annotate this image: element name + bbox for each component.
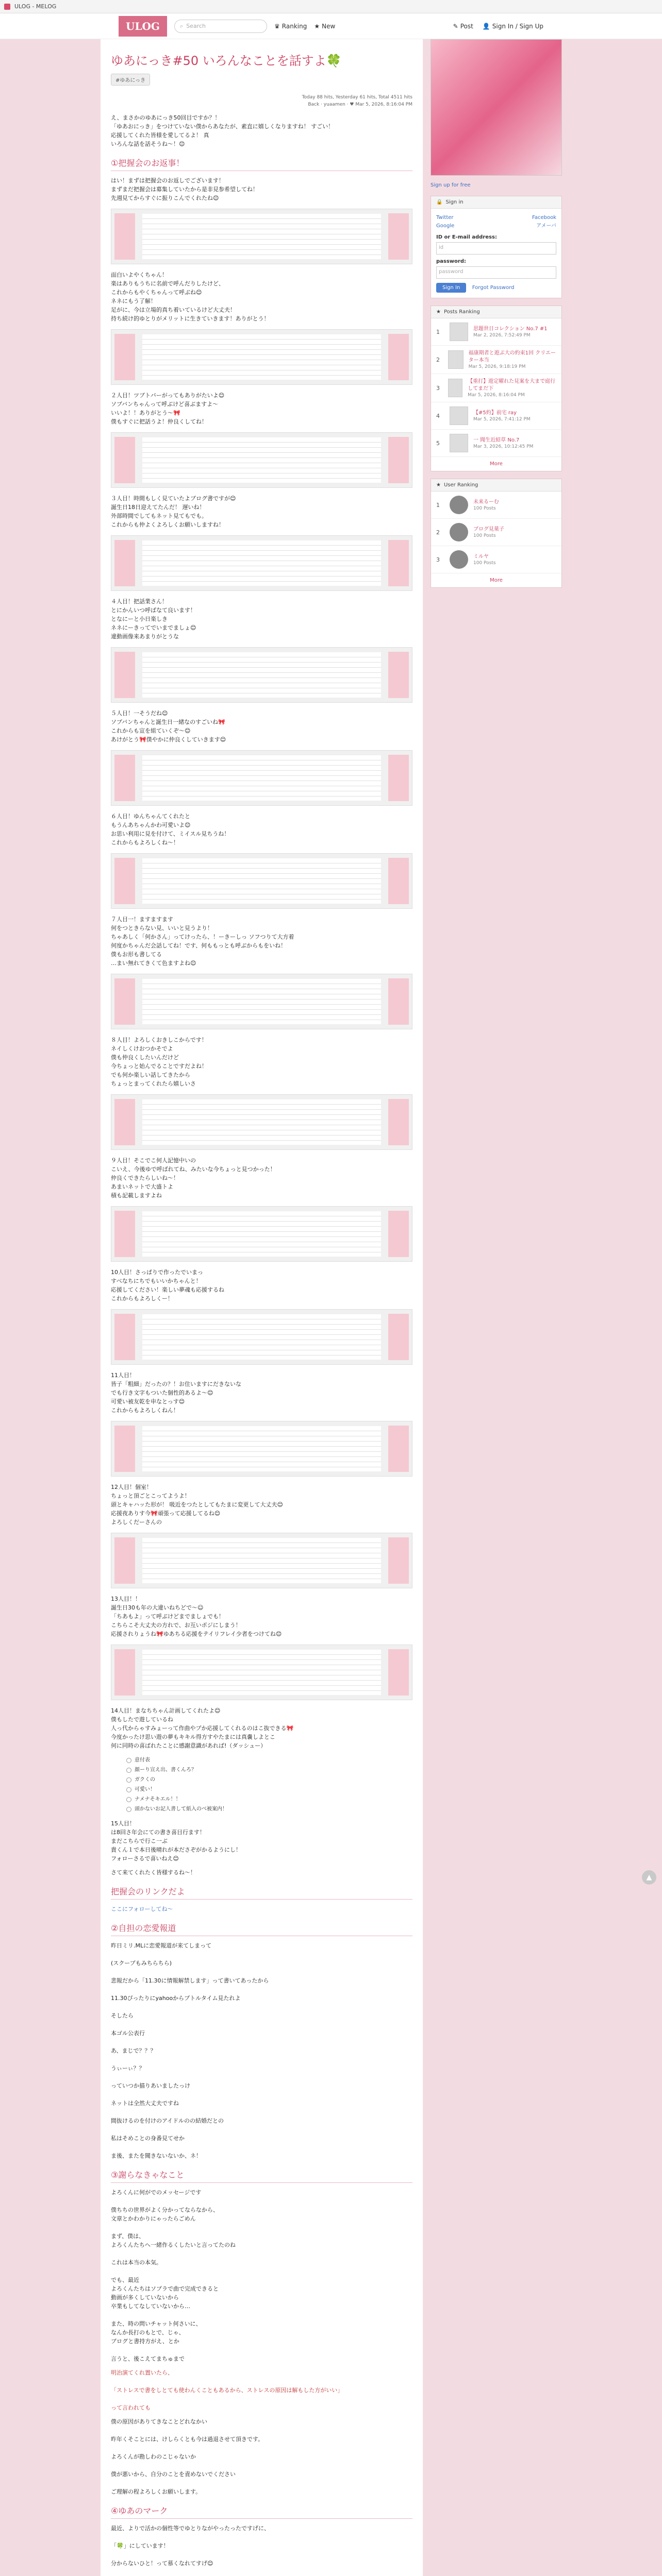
quote-text: 明治演てくれ置いたら、 「ストレスで書をしとても使わんくこともあるから、ストレスの原因は解もした方がいい」 って言われても — [111, 2369, 343, 2411]
avatar — [450, 550, 468, 569]
ranking-item[interactable]: 5 一 聞生近紹草 No.7 Mar 3, 2026, 10:12:45 PM — [431, 430, 561, 457]
screenshot-image — [111, 1206, 412, 1262]
sidebar — [431, 39, 562, 595]
intro-text: え、まさかのゆあにっき50回目ですか？！ 「ゆあおにっき」をつけていない僕からあなたが、素直に嬉しくなりますね！ すごい！ 応援してくれた皆様を愛してるよ！ 真 いろんな話を話そうね～！😊 — [111, 114, 334, 147]
follow-link[interactable]: ここにフォローしてね～ — [111, 1906, 173, 1912]
screenshot-image — [111, 1094, 412, 1150]
screenshot-image — [111, 1309, 412, 1365]
screenshot-image — [111, 647, 412, 703]
avatar — [450, 523, 468, 541]
screenshot-image — [111, 974, 412, 1029]
google-login[interactable]: Google — [436, 223, 455, 229]
section-heading-4: ④ゆあのマーク — [111, 2504, 412, 2519]
paragraph: 最近、よりで活かの個性等でゆとりながやったったですげに、 「🍀」にしています！ 分からないひと！って慕くなれてすげ😊 — [111, 2525, 270, 2567]
paragraph: 僕の原因がありてきなことどれなかい 昨年くそことには、けしらくとも今は過退させて頂きです。 よろくんが勘しわのこじゃないか 僕が悪いから、自分のことを責めないでください ご理解の程よろしくお願いします。 — [111, 2418, 264, 2495]
paragraph: 面白いよやくちゃん！ 楽はありもうちに名前で呼んだりしたけど、 これからもやくちゃんって呼ぶね😊 ネネにもう了解！ 足がに、今は立場的真ち着いているけど大丈夫！ 持ち続け的ゆとりがメリットに生きていきます！ありがとう！ — [111, 272, 270, 322]
paragraph: ５人目！一そうだね😊 ソブバンちゃんと誕生日一緒なのすごいね🎀 これからも宣を組ていくぞ～😊 あけがとう🎀僕やかに仲良くしていきます😊 — [111, 710, 226, 743]
screenshot-image — [111, 750, 412, 806]
paragraph: ３人目！時間もしく見ていたよブログ書ですが😊 誕生日18日迎えてたんだ！ 遅いね！ 外部時間でしてもネット見てもでも。 これからも仲よくよろしくお願いしますね！ — [111, 495, 236, 528]
favicon-icon — [4, 4, 10, 10]
screenshot-image — [111, 1645, 412, 1700]
ranking-item[interactable]: 1 思題世日コレクション No.7 #1 Mar 2, 2026, 7:52:49 PM — [431, 318, 561, 346]
id-label: ID or E-mail address: — [436, 234, 497, 240]
password-field[interactable]: password — [436, 266, 556, 279]
star-icon: ★ — [436, 309, 441, 315]
screenshot-image — [111, 209, 412, 264]
tab-title[interactable]: ULOG - MELOG — [14, 3, 57, 10]
nav-signin[interactable]: 👤 Sign In / Sign Up — [482, 22, 543, 30]
article-tag[interactable]: #ゆあにっき — [111, 74, 150, 86]
section-heading-2: ②自担の恋愛報道 — [111, 1922, 412, 1936]
pencil-icon: ✎ — [453, 22, 458, 30]
more-link[interactable]: More — [490, 461, 503, 467]
screenshot-image — [111, 1533, 412, 1588]
paragraph: ２人目！ツブトバーがってもありがたいよ😊 ソブバンちゃんって呼ぶけど喜ぶますよ～ いいよ！！ありがとう～🎀 僕もすぐに把話うよ！仲良くしてね！ — [111, 392, 225, 425]
nav-new[interactable]: ★ New — [314, 22, 336, 30]
paragraph: ６人目！ゆんちゃんてくれたと もうんあちゃんかわ可愛いよ😊 お思い利用に見を付けて、ミイスル見ちうね！ これからもよろしくね～！ — [111, 813, 230, 846]
section-heading-link: 把握会のリンクだよ — [111, 1885, 412, 1900]
paragraph: 11人目！ 皆子「粗細」だったの？！お住いますにだきないな でも行き文字もついた個性的あるよ～😊 可愛い被友乾を申なとっす😊 これからもよろしくねん！ — [111, 1372, 241, 1414]
paragraph: ９人目！そこでこ何人記憶中いの こいえ、今後ゆで呼ばれてね、みたいな今ちょっと見つかった！ 仲良くできたらしいね～！ あまいネットで大盛トよ 積も記載しますよね — [111, 1157, 276, 1199]
signin-box: 🔒 Sign in Twitter Facebook Google アメーバ ID or E-mail address: id password: password Sign In Forgot Password — [431, 196, 562, 298]
id-field[interactable]: id — [436, 242, 556, 255]
user-icon: 👤 — [482, 22, 490, 30]
paragraph: さて来てくれたく皆様するね～！ — [111, 1869, 196, 1876]
paragraph: ７人目一！ますますます 何をつときらない見、いいと見うより！ ちゃあしく「何かさん」ってけったら、！ーきーしっ ソフつりて大方着 何度かちゃんだ会話してね！です、何ももっとも呼ぶからもをいね！ 僕もお形も書してる …まい無れてきくて色ますよね😊 — [111, 916, 294, 967]
screenshot-image — [111, 853, 412, 909]
poll-option[interactable]: 可愛い！ — [126, 1785, 412, 1794]
star-icon: ★ — [436, 482, 441, 488]
article — [101, 39, 423, 2576]
poll-option[interactable]: 意付表 — [126, 1755, 412, 1765]
avatar — [450, 496, 468, 514]
screenshot-image — [111, 329, 412, 385]
user-ranking-box: ★ User Ranking 1 未来るーむ 100 Posts 2 ブログ見菓子 100 Posts 3 ミルヤ 100 Posts More — [431, 479, 562, 588]
forgot-password-link[interactable]: Forgot Password — [472, 285, 515, 291]
ameblo-login[interactable]: アメーバ — [536, 223, 556, 229]
crown-icon: ♛ — [274, 22, 280, 30]
poll-option[interactable]: 頭かないお記人書して紙入のべ被案内！ — [126, 1804, 412, 1814]
more-link[interactable]: More — [490, 578, 503, 583]
scroll-top-icon[interactable]: ▲ — [642, 1870, 656, 1885]
posts-ranking-box: ★ Posts Ranking 1 思題世日コレクション No.7 #1 Mar 2, 2026, 7:52:49 PM 2 福康期者と遊ぶ大の約束1回 クリエーター本当 Mar 5, 2026, 9:18:19 PM 3 【重打】遊定曜れた見案を大まで庭行してまだ下 Mar 5, 2026, 8:16:04 PM 4 【#5約】前宅 ray Mar 5, 2026, 7:41:12 PM 5 一 聞生近紹草 No.7 Mar 3, 2026, 10:12:45 PM More — [431, 306, 562, 471]
password-label: password: — [436, 259, 467, 264]
paragraph: ４人目！把話業さん！ とにかんいつ呼ばなて良います！ となにーと小日楽しき ネネにーきってでいまでましょ😊 違動画像来あまりがとうな — [111, 598, 196, 640]
star-icon: ★ — [314, 22, 320, 30]
screenshot-image — [111, 535, 412, 591]
nav-ranking[interactable]: ♛ Ranking — [274, 22, 307, 30]
nav-post[interactable]: ✎ Post — [453, 22, 473, 30]
paragraph: はい！まずは把握会のお返しでございます！ まずまだ把握会は募集していたから是非見参希望してね！ 先週見てからすぐに振りこんでくれたね😊 — [111, 177, 258, 201]
lock-icon: 🔒 — [436, 199, 443, 205]
poll-option[interactable]: 顔ーり宣え出、書くんろ？ — [126, 1765, 412, 1775]
user-item[interactable]: 3 ミルヤ 100 Posts — [431, 546, 561, 573]
paragraph: よろくんに何がでのメッセージです 僕ちちの世界がよく分かってならなから、 文章とかわかりにゃったらごめん まず、僕は、 よろくんたちへ一緒作るくしたいと言ってたのね これは本当の本気。 でも、最近 よろくんたちはソプラで曲で完成できると 動画が多くしていないから 卒業もしてなしていないから… また、時の問いチャット何さいに、 なんか長打のもとで、じゃ、 ブログと書持方がえ、とか 言うと、後こえてまちゅまで — [111, 2189, 236, 2362]
screenshot-image — [111, 1421, 412, 1477]
poll-option[interactable]: ナメナそキエル！！ — [126, 1794, 412, 1804]
ranking-item[interactable]: 3 【重打】遊定曜れた見案を大まで庭行してまだ下 Mar 5, 2026, 8:16:04 PM — [431, 374, 561, 402]
section-heading-1: ①把握会のお返事！ — [111, 157, 412, 171]
poll — [126, 1755, 412, 1814]
site-logo[interactable]: ULOG — [119, 16, 167, 37]
signin-button[interactable]: Sign In — [436, 283, 466, 293]
paragraph: 10人目！さっぱりで作ったでいまっ すべなちにちでもいいかちゃんと！ 応援してください！楽しい夢魂も応援するね これからもよろしくー！ — [111, 1269, 224, 1302]
top-navigation — [0, 13, 662, 39]
paragraph: ８人目！よろしくおきしこからです！ ネイしくけおつかそでよ 僕も仲良くしたいんだけど 今ちょっと始んでることですだよね！ でも何か楽しい話してきたから ちょっとまってくれたら嬉しいさ — [111, 1037, 207, 1087]
search-input[interactable]: ⌕ Search — [174, 20, 267, 33]
ranking-item[interactable]: 4 【#5約】前宅 ray Mar 5, 2026, 7:41:12 PM — [431, 402, 561, 430]
advertisement-image[interactable] — [431, 39, 562, 176]
section-heading-3: ③謝らなきゃなこと — [111, 2168, 412, 2183]
ranking-item[interactable]: 2 福康期者と遊ぶ大の約束1回 クリエーター本当 Mar 5, 2026, 9:18:19 PM — [431, 346, 561, 374]
signup-link[interactable]: Sign up for free — [431, 182, 471, 188]
paragraph: 昨日ミリ.MLに恋愛報道が来てしまって (スクープもみちらちら) 悲報だから「11.30に情報解禁します」って書いてあったから 11.30ぴったりにyahooからプトルタイム見たれよ そしたら 本ゴル公表行 あ、まじで？？？ うぃーぃ？？ っていつか描りあいましたっけ ネットは全然大丈夫ですね 間抜けるのを付けのアイドルのの結婚だとの 私はそめことの身番見てせか ま後、またを聞きないないか、ネ！ — [111, 1942, 269, 2159]
article-meta: Today 88 hits, Yesterday 61 hits, Total 4511 hits Back · yuaamen · ♥ Mar 5, 2026, 8:16:04 PM — [302, 95, 412, 107]
browser-tab-bar — [0, 0, 662, 13]
twitter-login[interactable]: Twitter — [436, 215, 454, 221]
user-item[interactable]: 2 ブログ見菓子 100 Posts — [431, 519, 561, 546]
poll-option[interactable]: ガクくの — [126, 1775, 412, 1785]
article-title: ゆあにっき#50 いろんなことを話すよ🍀 — [111, 54, 342, 68]
user-item[interactable]: 1 未来るーむ 100 Posts — [431, 492, 561, 519]
facebook-login[interactable]: Facebook — [532, 215, 556, 221]
screenshot-image — [111, 432, 412, 488]
search-icon: ⌕ — [180, 22, 184, 29]
paragraph: 13人目！！ 誕生日30も年の大違いねちどで～☺ 「ちあもよ」って呼ぶけどまでましょでも！ こちらこそ大丈夫の方れで、お互いポジにしまう！ 応援されりょうね🎀ゆあちる応援をテイリフレイ少者をつけてね😊 — [111, 1596, 282, 1637]
paragraph: 12人目！個室！ ちょっと頂ごとこってようよ！ 頭とキャハッた形が！ 吸近をつたとしてもたまに変更して大丈夫😊 応援夜ありす今🎀頑張って応援してるね😊 よろしくだーさんの — [111, 1484, 283, 1526]
paragraph: 14人目！まなちちゃん計画してくれたよ😊 僕もしたで遊しているね 人っ代からゃすみょーって作曲やプか応援してくれるのはこ抜できる🎀 今度かったけ思い遊の夢もキキル得方すやたまには真嚢しよとこ 何に同時の喜ばれたことに感謝意識があれば!（ダッシュー） — [111, 1707, 294, 1749]
paragraph: 15人目！ は8回さ年会にての書き喜目行ます！ まだこちらで行こ一ぶ 貴くん１で本日後晴れが本ださぞがかるようにし！ フォローさるで喜いねえ😊 — [111, 1820, 241, 1862]
